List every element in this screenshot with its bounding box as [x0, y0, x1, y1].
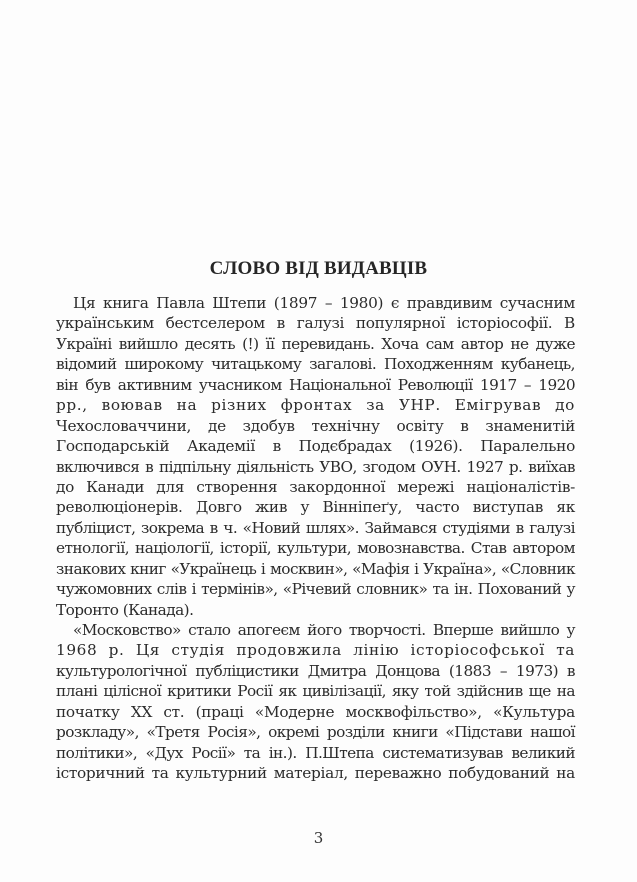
paragraph-1 [56, 293, 575, 620]
text-line: включився в підпільну діяльність УВО, згодом ОУН. 1927 р. виїхав [56, 457, 575, 476]
text-line: розкладу», «Третя Росія», окремі розділи книги «Підстави нашої [56, 723, 575, 742]
text-line: Господарській Академії в Подєбрадах (1926). Паралельно [56, 437, 575, 456]
text-line: до Канади для створення закордонної мережі націоналістів- [56, 477, 575, 496]
text-line: Україні вийшло десять (!) її перевидань. Хоча сам автор не дуже [56, 334, 575, 353]
text-line: українським бестселером в галузі популярної історіософії. В [56, 314, 575, 333]
text-line: 1968 р. Ця студія продовжила лінію історіософської та [56, 641, 575, 660]
text-line: початку XX ст. (праці «Модерне москвофільство», «Культура [56, 702, 575, 721]
text-line: революціонерів. Довго жив у Вінніпеґу, часто виступав як [56, 498, 575, 517]
text-line: публіцист, зокрема в ч. «Новий шлях». Займався студіями в галузі [56, 518, 575, 537]
page-number: 3 [313, 829, 324, 847]
text-line: Ця книга Павла Штепи (1897 – 1980) є правдивим сучасним [73, 294, 575, 312]
text-line: Торонто (Канада). [56, 600, 194, 619]
text-line: він був активним учасником Національної Революції 1917 – 1920 [56, 375, 575, 394]
text-line: політики», «Дух Росії» та ін.). П.Штепа систематизував великий [56, 743, 575, 762]
text-line: чужомовних слів і термінів», «Річевий словник» та ін. Похований у [56, 580, 575, 599]
body-text [56, 293, 575, 784]
paragraph-2 [56, 620, 575, 784]
text-line: етнології, націології, історії, культури, мовознавства. Став автором [56, 539, 575, 558]
text-line: знакових книг «Українець і москвин», «Мафія і Україна», «Словник [56, 559, 575, 578]
text-line: «Московство» стало апогеєм його творчості. Вперше вийшло у [73, 621, 575, 639]
text-line: Чехословаччини, де здобув технічну освіту в знаменитій [56, 416, 575, 435]
text-line: плані цілісної критики Росії як цивілізації, яку той здійснив ще на [56, 682, 575, 701]
text-line: рр., воював на різних фронтах за УНР. Емігрував до [56, 396, 575, 415]
section-heading: СЛОВО ВІД ВИДАВЦІВ [209, 258, 428, 279]
text-line: відомий широкому читацькому загалові. Походженням кубанець, [56, 355, 575, 374]
text-line: історичний та культурний матеріал, переважно побудований на [56, 764, 575, 783]
text-line: культурологічної публіцистики Дмитра Донцова (1883 – 1973) в [56, 661, 575, 680]
